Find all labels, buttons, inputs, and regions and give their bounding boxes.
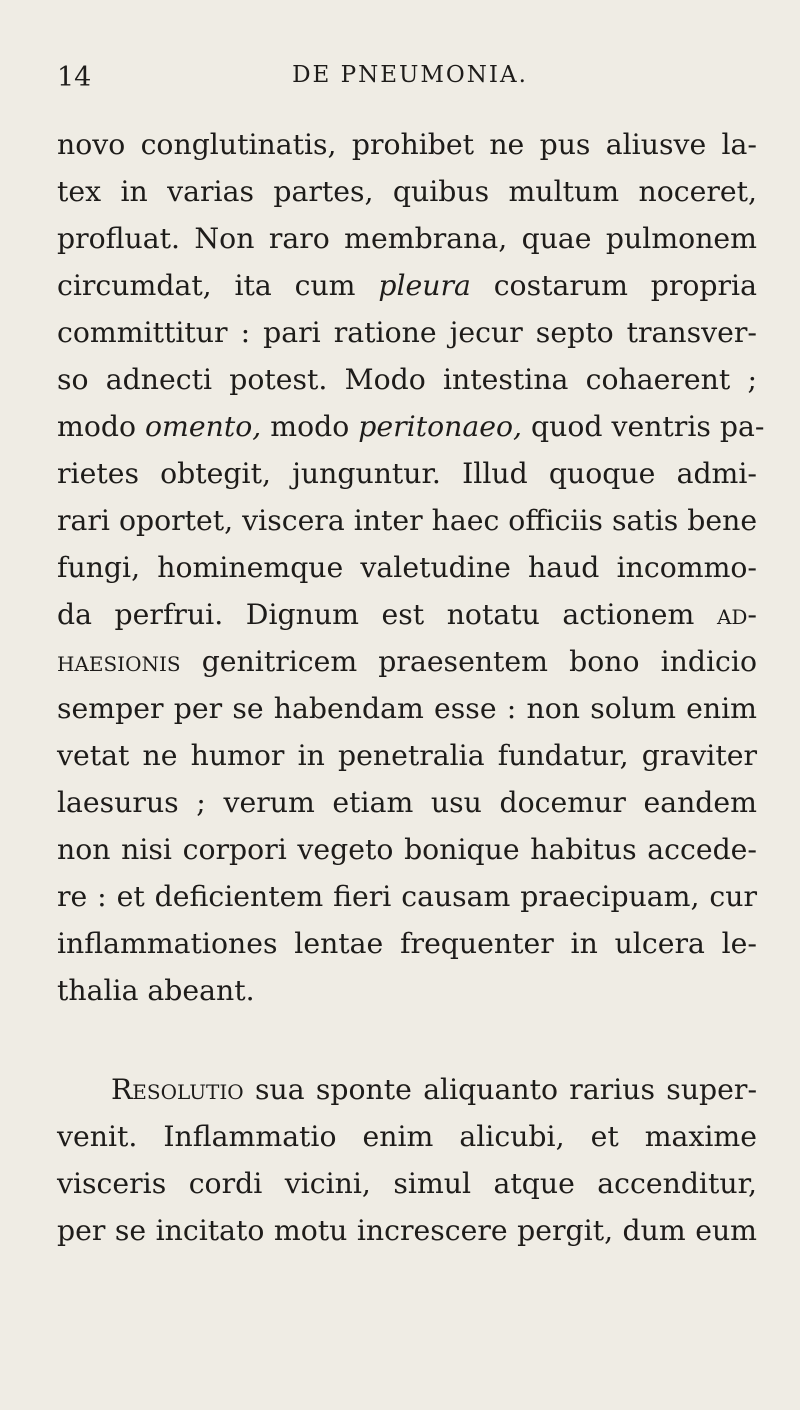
text-line: laesurus ; verum etiam usu docemur eandem — [57, 786, 757, 819]
text-line: venit. Inflammatio enim alicubi, et maxime — [57, 1120, 757, 1153]
text-line: inflammationes lentae frequenter in ulcera le- — [57, 927, 757, 960]
text-line: fungi, hominemque valetudine haud incommo- — [57, 551, 757, 584]
text-run: costarum propria — [470, 269, 757, 302]
text-line: vetat ne humor in penetralia fundatur, graviter — [57, 739, 757, 772]
italic-term-pleura: pleura — [378, 269, 471, 302]
text-line — [57, 638, 757, 685]
text-run: modo — [57, 410, 146, 443]
page-header — [57, 62, 743, 102]
small-caps-term: haesionis — [57, 645, 181, 678]
text-line: visceris cordi vicini, simul atque accenditur, — [57, 1167, 757, 1200]
text-line: novo conglutinatis, prohibet ne pus aliusve la- — [57, 128, 757, 161]
text-run: quod ventris pa- — [522, 410, 765, 443]
text-line: committitur : pari ratione jecur septo transver- — [57, 316, 757, 349]
text-run: genitricem praesentem bono indicio — [180, 645, 757, 678]
text-line: rietes obtegit, junguntur. Illud quoque admi- — [57, 457, 757, 490]
text-line — [57, 403, 765, 450]
text-line: re : et deficientem fieri causam praecipuam, cur — [57, 880, 757, 913]
small-caps-term: Resolutio — [111, 1073, 244, 1106]
text-run: modo — [261, 410, 359, 443]
paragraph-1 — [57, 121, 765, 1014]
text-run: circumdat, ita cum — [57, 269, 379, 302]
italic-term-peritonaeo: peritonaeo, — [358, 410, 522, 443]
text-line — [57, 591, 757, 638]
text-line — [57, 262, 757, 309]
text-line — [57, 1066, 757, 1113]
text-run: da perfrui. Dignum est notatu actionem — [57, 598, 717, 631]
small-caps-term: ad- — [716, 598, 757, 631]
text-line: non nisi corpori vegeto bonique habitus accede- — [57, 833, 757, 866]
text-line: semper per se habendam esse : non solum enim — [57, 692, 757, 725]
page-number: 14 — [57, 62, 92, 93]
italic-term-omento: omento, — [145, 410, 262, 443]
text-line: so adnecti potest. Modo intestina cohaerent ; — [57, 363, 757, 396]
text-line: rari oportet, viscera inter haec officiis satis bene — [57, 504, 758, 537]
text-line: tex in varias partes, quibus multum noceret, — [57, 175, 757, 208]
text-line: thalia abeant. — [57, 974, 255, 1007]
text-line: per se incitato motu increscere pergit, dum eum — [57, 1214, 757, 1247]
text-run: sua sponte aliquanto rarius super- — [243, 1073, 757, 1106]
running-title: DE PNEUMONIA. — [292, 62, 528, 88]
text-line: profluat. Non raro membrana, quae pulmonem — [57, 222, 757, 255]
paragraph-2 — [57, 1066, 757, 1254]
